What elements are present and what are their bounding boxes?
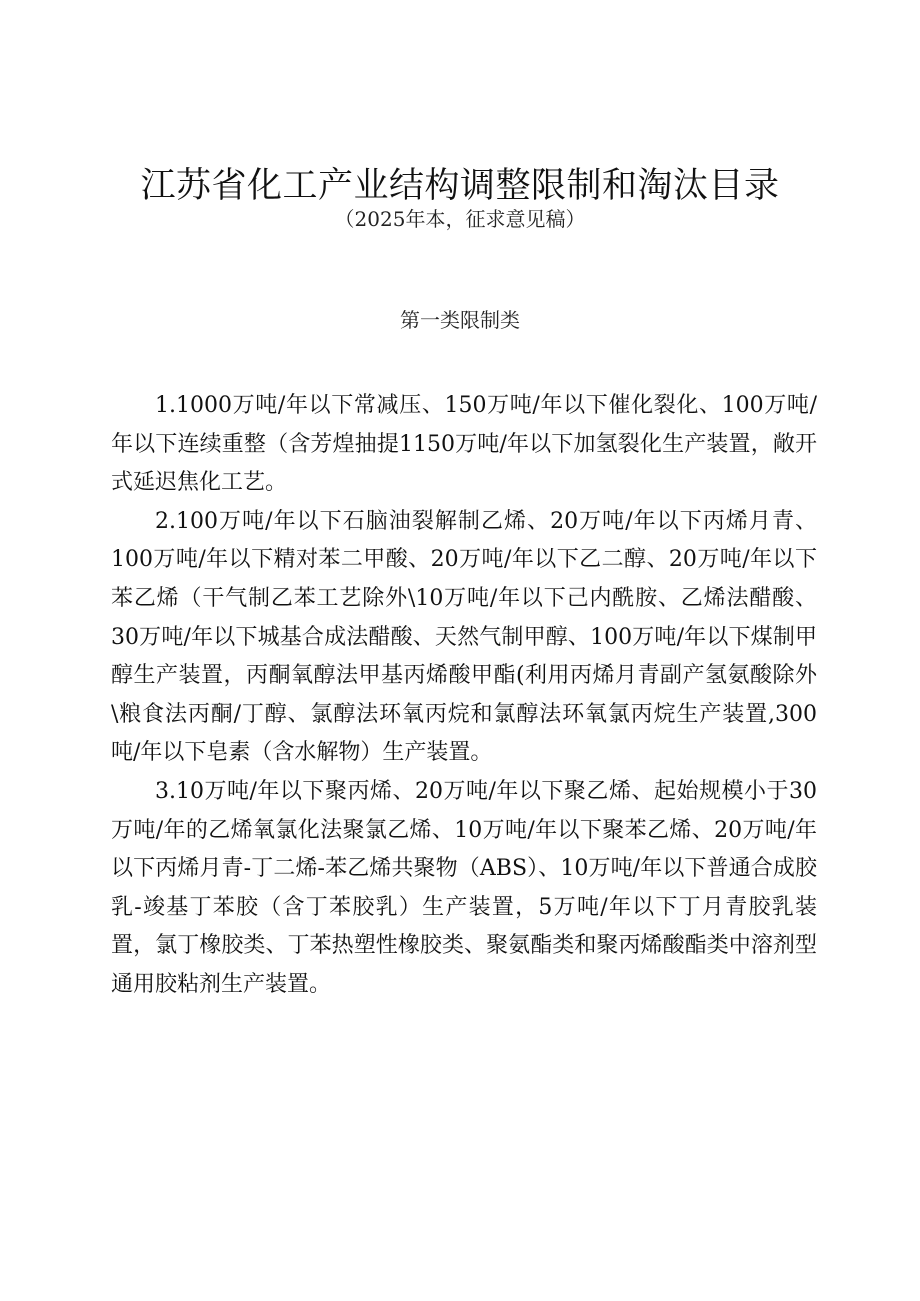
- document-subtitle: （2025年本，征求意见稿）: [334, 207, 586, 231]
- paragraph-item-1: 1.1000万吨/年以下常减压、150万吨/年以下催化裂化、100万吨/年以下连续重整（含芳煌抽提1150万吨/年以下加氢裂化生产装置，敞开式延迟焦化工艺。: [111, 393, 817, 496]
- section-heading: 第一类限制类: [400, 308, 520, 332]
- paragraph-item-2: 2.100万吨/年以下石脑油裂解制乙烯、20万吨/年以下丙烯月青、100万吨/年以下精对苯二甲酸、20万吨/年以下乙二醇、20万吨/年以下苯乙烯（干气制乙苯工艺除外\10万吨/年以下己内酰胺、乙烯法醋酸、30万吨/年以下城基合成法醋酸、天然气制甲醇、100万吨/年以下煤制甲醇生产装置，丙酮氧醇法甲基丙烯酸甲酯(利用丙烯月青副产氢氨酸除外\粮食法丙酮/丁醇、氯醇法环氧丙烷和氯醇法环氧氯丙烷生产装置,300吨/年以下皂素（含水解物）生产装置。: [111, 508, 817, 766]
- document-title: 江苏省化工产业结构调整限制和淘汰目录: [140, 166, 780, 207]
- paragraph-item-3: 3.10万吨/年以下聚丙烯、20万吨/年以下聚乙烯、起始规模小于30万吨/年的乙烯氧氯化法聚氯乙烯、10万吨/年以下聚苯乙烯、20万吨/年以下丙烯月青-丁二烯-苯乙烯共聚物（ABS）、10万吨/年以下普通合成胶乳-竣基丁苯胶（含丁苯胶乳）生产装置，5万吨/年以下丁月青胶乳装置，氯丁橡胶类、丁苯热塑性橡胶类、聚氨酯类和聚丙烯酸酯类中溶剂型通用胶粘剂生产装置。: [111, 778, 817, 997]
- document-body: [111, 387, 817, 1005]
